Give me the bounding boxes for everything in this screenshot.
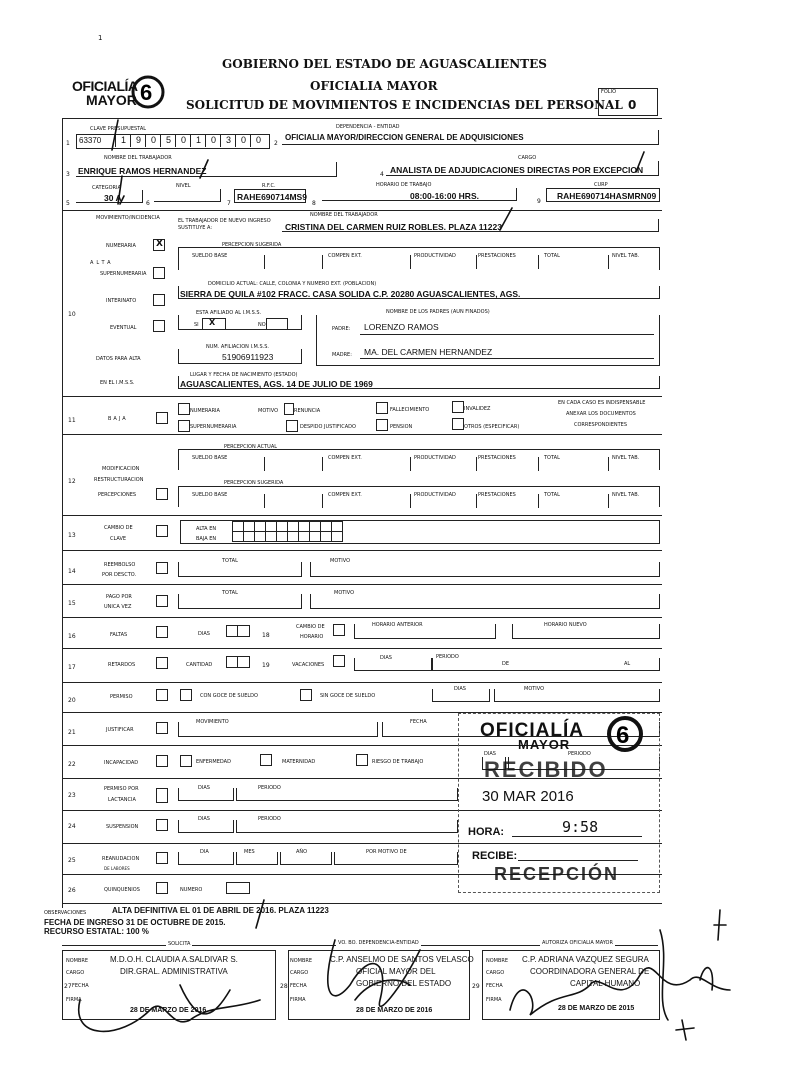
riesgo-checkbox[interactable] bbox=[356, 754, 368, 766]
clave-label: CLAVE PRESUPUESTAL bbox=[90, 126, 147, 132]
clave-digit: 0 bbox=[175, 134, 191, 147]
row-num-2: 2 bbox=[274, 140, 278, 147]
stamp-recibe-label: RECIBE: bbox=[472, 850, 518, 862]
otros-label: OTROS (ESPECIFICAR) bbox=[464, 424, 520, 430]
clave-digit: 1 bbox=[115, 134, 131, 147]
baja-nota-3: CORRESPONDIENTES bbox=[574, 422, 628, 428]
lactancia-checkbox[interactable] bbox=[156, 788, 168, 803]
reanudacion-label-2: DE LABORES bbox=[104, 866, 130, 871]
permiso-motivo-label: MOTIVO bbox=[524, 686, 545, 692]
baja-nota-1: EN CADA CASO ES INDISPENSABLE bbox=[558, 400, 646, 406]
pago-unica-total-label: TOTAL bbox=[222, 590, 238, 596]
row-num-4: 4 bbox=[380, 171, 384, 178]
sustituye-nombre-label: NOMBRE DEL TRABAJADOR bbox=[310, 212, 378, 218]
vacaciones-al-label: AL bbox=[624, 661, 631, 667]
trabajador-nuevo-label: EL TRABAJADOR DE NUEVO INGRESO SUSTITUYE A: bbox=[178, 218, 271, 231]
clave-digit: 0 bbox=[205, 134, 221, 147]
suspension-dias-field[interactable] bbox=[178, 820, 234, 833]
percepciones-label: PERCEPCIONES bbox=[98, 492, 137, 498]
faltas-checkbox[interactable] bbox=[156, 626, 168, 638]
reanudacion-ano-label: AÑO bbox=[296, 849, 308, 855]
row-num-15: 15 bbox=[68, 600, 76, 607]
eventual-label: EVENTUAL bbox=[110, 325, 137, 331]
row-num-25: 25 bbox=[68, 857, 76, 864]
solicita-cargo-value: DIR.GRAL. ADMINISTRATIVA bbox=[120, 967, 228, 976]
faltas-dias-field[interactable] bbox=[226, 625, 250, 637]
autoriza-cargo-label: CARGO bbox=[486, 970, 505, 976]
obs-line-1: ALTA DEFINITIVA EL 01 DE ABRIL DE 2016. PLAZA 11223 bbox=[112, 906, 329, 915]
solicita-cargo-label: CARGO bbox=[66, 970, 85, 976]
clave-digit: 0 bbox=[250, 134, 266, 147]
incapacidad-checkbox[interactable] bbox=[156, 755, 168, 767]
autoriza-firma-label: FIRMA bbox=[486, 997, 502, 1003]
solicita-nombre-label: NOMBRE bbox=[66, 958, 89, 964]
reanudacion-ano-field[interactable] bbox=[280, 852, 332, 865]
pago-unica-label-1: PAGO POR bbox=[106, 594, 132, 600]
vobo-nombre-label: NOMBRE bbox=[290, 958, 313, 964]
despido-label: DESPIDO JUSTIFICADO bbox=[300, 424, 356, 430]
imss-si-label: SI bbox=[194, 322, 199, 328]
vobo-label: VO. BO. DEPENDENCIA-ENTIDAD bbox=[338, 940, 419, 946]
row-num-23: 23 bbox=[68, 792, 76, 799]
percepcion-col-label: PRODUCTIVIDAD bbox=[414, 492, 456, 498]
baja-motivo-label: MOTIVO bbox=[258, 408, 279, 414]
row-num-3: 3 bbox=[66, 171, 70, 178]
baja-supernumeraria-label: SUPERNUMERARIA bbox=[190, 424, 237, 430]
imss-si-mark: X bbox=[209, 318, 216, 327]
percepcion-col-label: TOTAL bbox=[544, 492, 560, 498]
percepcion-actual-label: PERCEPCION ACTUAL bbox=[224, 444, 278, 450]
retardos-cantidad-label: CANTIDAD bbox=[186, 662, 213, 668]
solicita-fecha-value: 28 DE MARZO DE 2016 bbox=[130, 1007, 207, 1014]
curp-label: CURP bbox=[594, 182, 608, 188]
quinquenios-numero-field[interactable] bbox=[226, 882, 250, 894]
pago-unica-motivo-label: MOTIVO bbox=[334, 590, 355, 596]
nombre-trabajador-value: ENRIQUE RAMOS HERNANDEZ bbox=[78, 166, 207, 176]
solicita-fecha-label: FECHA bbox=[72, 983, 89, 989]
categoria-value: 30 A bbox=[104, 193, 122, 203]
imss-label: ESTA AFILIADO AL I.M.S.S. bbox=[196, 310, 262, 316]
nivel-label: NIVEL bbox=[176, 183, 191, 189]
vacaciones-label: VACACIONES bbox=[292, 662, 325, 668]
percepcion-col-label: COMPEN EXT. bbox=[328, 253, 362, 259]
padres-label: NOMBRE DE LOS PADRES (AUN FINADOS) bbox=[386, 309, 490, 315]
maternidad-checkbox[interactable] bbox=[260, 754, 272, 766]
cambio-clave-label-2: CLAVE bbox=[110, 536, 127, 542]
autoriza-nombre-value: C.P. ADRIANA VAZQUEZ SEGURA bbox=[522, 955, 649, 964]
renuncia-label: RENUNCIA bbox=[294, 408, 321, 414]
row-num-24: 24 bbox=[68, 823, 76, 830]
stamp-recibido: RECIBIDO bbox=[484, 757, 608, 782]
reembolso-label-2: POR DESCTO. bbox=[102, 572, 137, 578]
row-num-8: 8 bbox=[312, 200, 316, 207]
vobo-fecha-value: 28 DE MARZO DE 2016 bbox=[356, 1007, 433, 1014]
vobo-nombre-value: C.P. ANSELMO DE SANTOS VELASCO bbox=[330, 955, 474, 964]
reembolso-total-field[interactable] bbox=[178, 562, 302, 577]
madre-label: MADRE: bbox=[332, 352, 352, 358]
fallecimiento-label: FALLECIMIENTO bbox=[390, 407, 430, 413]
row-num-5: 5 bbox=[66, 200, 70, 207]
row-num-20: 20 bbox=[68, 697, 76, 704]
con-goce-checkbox[interactable] bbox=[180, 689, 192, 701]
modificacion-label: MODIFICACION bbox=[102, 466, 140, 472]
datos-alta-label: DATOS PARA ALTA bbox=[96, 356, 141, 362]
autoriza-cargo-value-1: COORDINADORA GENERAL DE bbox=[530, 967, 650, 976]
cambio-horario-checkbox[interactable] bbox=[333, 624, 345, 636]
imss-no-label: NO bbox=[258, 322, 266, 328]
baja-label: BAJA bbox=[108, 416, 128, 422]
afiliacion-value: 51906911923 bbox=[222, 352, 274, 362]
row-num-11: 11 bbox=[68, 417, 76, 424]
obs-line-2: FECHA DE INGRESO 31 DE OCTUBRE DE 2015. bbox=[44, 918, 226, 927]
padre-value: LORENZO RAMOS bbox=[364, 322, 439, 332]
row-num-16: 16 bbox=[68, 633, 76, 640]
vacaciones-dias-label: DIAS bbox=[380, 655, 392, 661]
lactancia-periodo-field[interactable] bbox=[236, 788, 458, 801]
vobo-cargo-value-1: OFICIAL MAYOR DEL bbox=[356, 967, 436, 976]
vacaciones-de-label: DE bbox=[502, 661, 510, 667]
permiso-label: PERMISO bbox=[110, 694, 133, 700]
solicita-firma-label: FIRMA bbox=[66, 997, 82, 1003]
baja-numeraria-label: NUMERARIA bbox=[190, 408, 220, 414]
justificar-checkbox[interactable] bbox=[156, 722, 168, 734]
cambio-clave-checkbox[interactable] bbox=[156, 525, 168, 537]
interinato-label: INTERINATO bbox=[106, 298, 137, 304]
retardos-checkbox[interactable] bbox=[156, 657, 168, 669]
reembolso-motivo-label: MOTIVO bbox=[330, 558, 351, 564]
rfc-value: RAHE690714MS9 bbox=[237, 192, 307, 202]
pension-label: PENSION bbox=[390, 424, 413, 430]
reembolso-label-1: REEMBOLSO bbox=[104, 562, 136, 568]
afiliacion-label: NUM. AFILIACION I.M.S.S. bbox=[206, 344, 269, 350]
folio-label: FOLIO bbox=[601, 89, 617, 95]
enfermedad-checkbox[interactable] bbox=[180, 755, 192, 767]
reembolso-motivo-field[interactable] bbox=[310, 562, 660, 577]
percepcion-sugerida-modif-label: PERCEPCION SUGERIDA bbox=[224, 480, 284, 486]
categoria-label: CATEGORIA bbox=[92, 185, 121, 191]
horario-value: 08:00-16:00 HRS. bbox=[410, 191, 479, 201]
lactancia-dias-field[interactable] bbox=[178, 788, 234, 801]
dependencia-value: OFICIALIA MAYOR/DIRECCION GENERAL DE ADQUISICIONES bbox=[285, 133, 524, 142]
row-num-13: 13 bbox=[68, 532, 76, 539]
percepcion-col-label: PRESTACIONES bbox=[478, 492, 516, 498]
cambio-clave-label-1: CAMBIO DE bbox=[104, 525, 133, 531]
vobo-cargo-value-2: GOBIERNO DEL ESTADO bbox=[356, 979, 452, 988]
numeraria-mark: X bbox=[156, 239, 163, 249]
retardos-cantidad-field[interactable] bbox=[226, 656, 250, 668]
percepcion-col-label: SUELDO BASE bbox=[192, 253, 228, 259]
percepcion-col-label: TOTAL bbox=[544, 455, 560, 461]
retardos-label: RETARDOS bbox=[108, 662, 136, 668]
vacaciones-periodo-label: PERIODO bbox=[436, 654, 459, 660]
stamp-hora-value: 9:58 bbox=[562, 818, 599, 836]
quinquenios-label: QUINQUENIOS bbox=[104, 887, 140, 893]
justificar-label: JUSTIFICAR bbox=[106, 727, 134, 733]
percepcion-col-label: TOTAL bbox=[544, 253, 560, 259]
vobo-fecha-label: FECHA bbox=[290, 983, 307, 989]
horario-nuevo-field[interactable] bbox=[512, 624, 660, 639]
logo-line2: MAYOR bbox=[86, 92, 137, 108]
percepcion-col-label: PRESTACIONES bbox=[478, 455, 516, 461]
dependencia-label: DEPENDENCIA - ENTIDAD bbox=[336, 124, 400, 130]
horario-anterior-label: HORARIO ANTERIOR bbox=[372, 622, 423, 628]
autoriza-fecha-label: FECHA bbox=[486, 983, 503, 989]
clave-prefix: 63370 bbox=[79, 136, 102, 145]
maternidad-label: MATERNIDAD bbox=[282, 759, 316, 765]
percepcion-sugerida-label: PERCEPCION SUGERIDA bbox=[222, 242, 282, 248]
cargo-value: ANALISTA DE ADJUDICACIONES DIRECTAS POR EXCEPCION bbox=[390, 165, 644, 175]
percepcion-col-label: PRODUCTIVIDAD bbox=[414, 253, 456, 259]
con-goce-label: CON GOCE DE SUELDO bbox=[200, 693, 258, 699]
percepcion-col-label: NIVEL TAB. bbox=[612, 492, 640, 498]
movimiento-label: MOVIMIENTO/INCIDENCIA bbox=[96, 215, 160, 221]
incapacidad-periodo-label: PERIODO bbox=[568, 751, 591, 757]
autoriza-cargo-value-2: CAPITAL HUMANO bbox=[570, 979, 641, 988]
header-title-1: GOBIERNO DEL ESTADO DE AGUASCALIENTES bbox=[222, 57, 547, 71]
reanudacion-motivo-label: POR MOTIVO DE bbox=[366, 849, 407, 855]
vobo-firma-label: FIRMA bbox=[290, 997, 306, 1003]
pago-unica-motivo-field[interactable] bbox=[310, 594, 660, 609]
sin-goce-label: SIN GOCE DE SUELDO bbox=[320, 693, 376, 699]
row-num-27: 27 bbox=[64, 983, 72, 990]
nombre-trabajador-label: NOMBRE DEL TRABAJADOR bbox=[104, 155, 172, 161]
lugar-label: LUGAR Y FECHA DE NACIMIENTO (ESTADO) bbox=[190, 372, 298, 378]
lactancia-periodo-label: PERIODO bbox=[258, 785, 281, 791]
cargo-label: CARGO bbox=[518, 155, 537, 161]
row-num-19: 19 bbox=[262, 662, 270, 669]
permiso-motivo-field[interactable] bbox=[494, 689, 660, 702]
rfc-label: R.F.C. bbox=[262, 183, 276, 189]
enfermedad-label: ENFERMEDAD bbox=[196, 759, 231, 765]
baja-en-label: BAJA EN bbox=[196, 536, 217, 542]
row-num-10: 10 bbox=[68, 311, 76, 318]
row-num-14: 14 bbox=[68, 568, 76, 575]
lugar-value: AGUASCALIENTES, AGS. 14 DE JULIO DE 1969 bbox=[180, 379, 373, 389]
row-num-9: 9 bbox=[537, 198, 541, 205]
reembolso-total-label: TOTAL bbox=[222, 558, 238, 564]
alta-en-label: ALTA EN bbox=[196, 526, 217, 532]
reanudacion-dia-field[interactable] bbox=[178, 852, 234, 865]
stamp-fecha: 30 MAR 2016 bbox=[482, 788, 574, 805]
reanudacion-motivo-field[interactable] bbox=[334, 852, 458, 865]
en-imss-label: EN EL I.M.S.S. bbox=[100, 380, 135, 386]
reanudacion-checkbox[interactable] bbox=[156, 852, 168, 864]
header-title-3: SOLICITUD DE MOVIMIENTOS E INCIDENCIAS DEL PERSONAL bbox=[186, 98, 623, 112]
row-num-6: 6 bbox=[146, 200, 150, 207]
reembolso-checkbox[interactable] bbox=[156, 562, 168, 574]
quinquenios-numero-label: NUMERO bbox=[180, 887, 203, 893]
header-title-2: OFICIALIA MAYOR bbox=[310, 79, 438, 93]
percepcion-col-label: PRODUCTIVIDAD bbox=[414, 455, 456, 461]
reanudacion-dia-label: DIA bbox=[200, 849, 209, 855]
clave-digit: 1 bbox=[190, 134, 206, 147]
percepcion-col-label: NIVEL TAB. bbox=[612, 253, 640, 259]
row-num-28: 28 bbox=[280, 983, 288, 990]
stamp-logo-icon bbox=[604, 712, 646, 756]
clave-digit: 0 bbox=[235, 134, 251, 147]
horario-nuevo-label: HORARIO NUEVO bbox=[544, 622, 587, 628]
cambio-horario-label-2: HORARIO bbox=[300, 634, 324, 640]
permiso-dias-field[interactable] bbox=[432, 689, 490, 702]
row-num-21: 21 bbox=[68, 729, 76, 736]
percepcion-col-label: COMPEN EXT. bbox=[328, 455, 362, 461]
padre-label: PADRE: bbox=[332, 326, 351, 332]
row-num-18: 18 bbox=[262, 632, 270, 639]
invalidez-label: INVALIDEZ bbox=[464, 406, 491, 412]
quinquenios-checkbox[interactable] bbox=[156, 882, 168, 894]
row-num-12: 12 bbox=[68, 478, 76, 485]
svg-text:6: 6 bbox=[616, 722, 630, 749]
suspension-label: SUSPENSION bbox=[106, 824, 139, 830]
clave-digit: 9 bbox=[130, 134, 146, 147]
faltas-label: FALTAS bbox=[110, 632, 128, 638]
horario-label: HORARIO DE TRABAJO bbox=[376, 182, 432, 188]
lactancia-label-2: LACTANCIA bbox=[108, 797, 136, 803]
observaciones-label: OBSERVACIONES bbox=[44, 910, 87, 916]
svg-text:6: 6 bbox=[140, 80, 153, 105]
restructuracion-label: RESTRUCTURACION bbox=[94, 477, 144, 483]
incapacidad-label: INCAPACIDAD bbox=[104, 760, 139, 766]
curp-value: RAHE690714HASMRN09 bbox=[557, 191, 657, 201]
justificar-movimiento-field[interactable] bbox=[178, 722, 378, 737]
percepcion-col-label: PRESTACIONES bbox=[478, 253, 516, 259]
row-num-7: 7 bbox=[227, 200, 231, 207]
row-num-29: 29 bbox=[472, 983, 480, 990]
incapacidad-dias-label: DIAS bbox=[484, 751, 496, 757]
solicita-label: SOLICITA bbox=[168, 941, 191, 947]
autoriza-label: AUTORIZA OFICIALIA MAYOR bbox=[542, 940, 613, 946]
row-num-22: 22 bbox=[68, 761, 76, 768]
sustituye-value: CRISTINA DEL CARMEN RUIZ ROBLES. PLAZA 11223 bbox=[285, 222, 502, 232]
autoriza-fecha-value: 28 DE MARZO DE 2015 bbox=[558, 1005, 635, 1012]
suspension-checkbox[interactable] bbox=[156, 819, 168, 831]
permiso-checkbox[interactable] bbox=[156, 689, 168, 701]
reanudacion-mes-label: MES bbox=[244, 849, 255, 855]
riesgo-label: RIESGO DE TRABAJO bbox=[372, 759, 424, 765]
domicilio-label: DOMICILIO ACTUAL: CALLE, COLONIA Y NUMERO EXT. (POBLACION) bbox=[208, 281, 377, 287]
faltas-dias-label: DIAS bbox=[198, 631, 210, 637]
pago-unica-label-2: UNICA VEZ bbox=[104, 604, 132, 610]
percepcion-col-label: NIVEL TAB. bbox=[612, 455, 640, 461]
sin-goce-checkbox[interactable] bbox=[300, 689, 312, 701]
suspension-dias-label: DIAS bbox=[198, 816, 210, 822]
clave-digit: 5 bbox=[160, 134, 176, 147]
madre-value: MA. DEL CARMEN HERNANDEZ bbox=[364, 347, 493, 357]
numeraria-label: NUMERARIA bbox=[106, 243, 136, 249]
folio-value: 0 bbox=[628, 98, 637, 112]
baja-nota-2: ANEXAR LOS DOCUMENTOS bbox=[566, 411, 636, 417]
stamp-mayor: MAYOR bbox=[518, 737, 571, 752]
stamp-recepcion: RECEPCIÓN bbox=[494, 864, 620, 884]
clave-digit: 0 bbox=[145, 134, 161, 147]
suspension-periodo-field[interactable] bbox=[236, 820, 458, 833]
alta-label: ALTA bbox=[90, 260, 114, 266]
cambio-clave-box bbox=[180, 520, 660, 544]
stamp-oficialia: OFICIALÍA bbox=[480, 720, 584, 741]
domicilio-value: SIERRA DE QUILA #102 FRACC. CASA SOLIDA C.P. 20280 AGUASCALIENTES, AGS. bbox=[180, 289, 521, 299]
logo-line1: OFICIALÍA bbox=[72, 78, 138, 94]
row-num-1: 1 bbox=[66, 140, 70, 147]
vacaciones-dias-field[interactable] bbox=[354, 658, 432, 671]
autoriza-nombre-label: NOMBRE bbox=[486, 958, 509, 964]
page-mark: 1 bbox=[98, 34, 103, 42]
vobo-cargo-label: CARGO bbox=[290, 970, 309, 976]
stamp-hora-label: HORA: bbox=[468, 826, 505, 838]
vacaciones-checkbox[interactable] bbox=[333, 655, 345, 667]
percepcion-col-label: COMPEN EXT. bbox=[328, 492, 362, 498]
reanudacion-mes-field[interactable] bbox=[236, 852, 278, 865]
row-num-17: 17 bbox=[68, 664, 76, 671]
permiso-dias-label: DIAS bbox=[454, 686, 466, 692]
supernumeraria-label: SUPERNUMERARIA bbox=[100, 271, 147, 277]
percepcion-col-label: SUELDO BASE bbox=[192, 455, 228, 461]
clave-digit: 3 bbox=[220, 134, 236, 147]
lactancia-dias-label: DIAS bbox=[198, 785, 210, 791]
pago-unica-total-field[interactable] bbox=[178, 594, 302, 609]
horario-anterior-field[interactable] bbox=[354, 624, 496, 639]
cambio-horario-label-1: CAMBIO DE bbox=[296, 624, 325, 630]
row-num-26: 26 bbox=[68, 887, 76, 894]
justificar-movimiento-label: MOVIMIENTO bbox=[196, 719, 229, 725]
pago-unica-checkbox[interactable] bbox=[156, 595, 168, 607]
suspension-periodo-label: PERIODO bbox=[258, 816, 281, 822]
solicita-nombre-value: M.D.O.H. CLAUDIA A.SALDIVAR S. bbox=[110, 955, 238, 964]
justificar-fecha-label: FECHA bbox=[410, 719, 427, 725]
reanudacion-label-1: REANUDACION bbox=[102, 856, 140, 862]
lactancia-label-1: PERMISO POR bbox=[104, 786, 139, 792]
obs-line-3: RECURSO ESTATAL: 100 % bbox=[44, 927, 149, 936]
percepcion-col-label: SUELDO BASE bbox=[192, 492, 228, 498]
